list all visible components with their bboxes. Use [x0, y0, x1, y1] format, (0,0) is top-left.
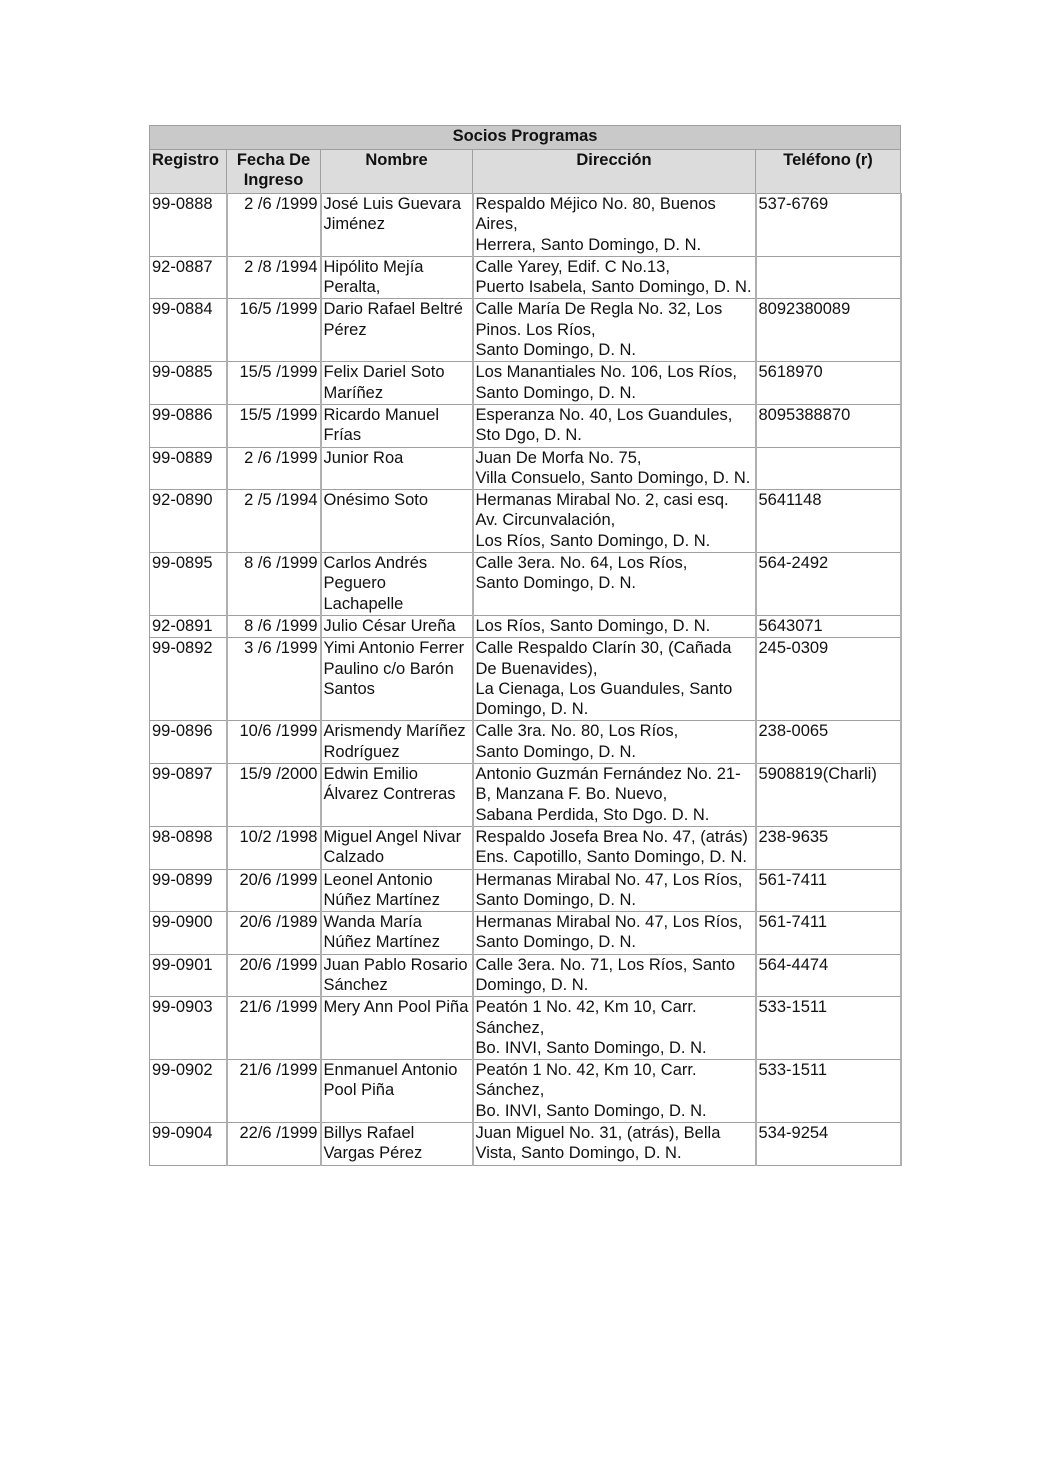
direccion-cell	[473, 256, 756, 299]
direccion-cell	[473, 194, 756, 257]
table-row	[150, 615, 901, 637]
table-row	[150, 1060, 901, 1123]
direccion-cell	[473, 869, 756, 912]
direccion-line: Peatón 1 No. 42, Km 10, Carr. Sánchez,	[475, 1061, 697, 1100]
direccion-line: Santo Domingo, D. N.	[475, 574, 636, 593]
fecha-cell: 21/6 /1999	[227, 997, 321, 1060]
direccion-line: La Cienaga, Los Guandules, Santo Domingo, D. N.	[475, 679, 733, 719]
direccion-cell	[473, 553, 756, 616]
fecha-cell: 16/5 /1999	[227, 299, 321, 362]
direccion-line: Hermanas Mirabal No. 47, Los Ríos, Santo Domingo, D. N.	[475, 870, 743, 909]
direccion-line: Calle Respaldo Clarín 30, (Cañada De Buenavides),	[475, 639, 732, 678]
registro-cell: 92-0890	[150, 490, 227, 553]
fecha-cell: 22/6 /1999	[227, 1123, 321, 1166]
table-row	[150, 954, 901, 997]
direccion-cell	[473, 1060, 756, 1123]
direccion-line: Hermanas Mirabal No. 47, Los Ríos, Santo Domingo, D. N.	[475, 913, 743, 952]
registro-cell: 99-0903	[150, 997, 227, 1060]
table-row	[150, 299, 901, 362]
registro-cell: 99-0902	[150, 1060, 227, 1123]
direccion-line: Hermanas Mirabal No. 2, casi esq. Av. Circunvalación,	[475, 491, 729, 530]
registro-cell: 99-0896	[150, 721, 227, 764]
registro-cell: 99-0885	[150, 362, 227, 405]
telefono-cell: 561-7411	[756, 869, 901, 912]
header-nombre: Nombre	[321, 150, 473, 194]
telefono-cell: 245-0309	[756, 638, 901, 721]
fecha-cell: 20/6 /1989	[227, 912, 321, 955]
direccion-cell	[473, 997, 756, 1060]
table-row	[150, 404, 901, 447]
telefono-cell: 8095388870	[756, 404, 901, 447]
telefono-cell: 537-6769	[756, 194, 901, 257]
fecha-cell: 2 /6 /1999	[227, 447, 321, 490]
registro-cell: 99-0888	[150, 194, 227, 257]
nombre-cell: Miguel Angel Nivar Calzado	[321, 826, 473, 869]
table-caption: Socios Programas	[150, 126, 901, 150]
direccion-line: Bo. INVI, Santo Domingo, D. N.	[475, 1038, 707, 1057]
nombre-cell: Arismendy Maríñez Rodríguez	[321, 721, 473, 764]
direccion-line: Santo Domingo, D. N.	[475, 341, 636, 360]
fecha-cell: 15/5 /1999	[227, 362, 321, 405]
direccion-cell	[473, 638, 756, 721]
direccion-line: Los Manantiales No. 106, Los Ríos, Santo Domingo, D. N.	[475, 363, 737, 402]
table-row	[150, 1123, 901, 1166]
direccion-cell	[473, 764, 756, 827]
table-header-row	[150, 150, 901, 194]
direccion-cell	[473, 912, 756, 955]
header-fecha: Fecha De Ingreso	[227, 150, 321, 194]
fecha-cell: 20/6 /1999	[227, 869, 321, 912]
table-row	[150, 194, 901, 257]
header-direccion: Dirección	[473, 150, 756, 194]
direccion-line: Sabana Perdida, Sto Dgo. D. N.	[475, 805, 710, 824]
telefono-cell: 533-1511	[756, 997, 901, 1060]
direccion-cell	[473, 721, 756, 764]
fecha-cell: 8 /6 /1999	[227, 615, 321, 637]
fecha-cell: 2 /8 /1994	[227, 256, 321, 299]
telefono-cell: 8092380089	[756, 299, 901, 362]
nombre-cell: Felix Dariel Soto Maríñez	[321, 362, 473, 405]
nombre-cell: Junior Roa	[321, 447, 473, 490]
fecha-cell: 20/6 /1999	[227, 954, 321, 997]
nombre-cell: Enmanuel Antonio Pool Piña	[321, 1060, 473, 1123]
nombre-cell: Carlos Andrés Peguero Lachapelle	[321, 553, 473, 616]
telefono-cell: 564-2492	[756, 553, 901, 616]
registro-cell: 99-0901	[150, 954, 227, 997]
nombre-cell: Leonel Antonio Núñez Martínez	[321, 869, 473, 912]
direccion-cell	[473, 490, 756, 553]
direccion-line: Peatón 1 No. 42, Km 10, Carr. Sánchez,	[475, 998, 697, 1037]
fecha-cell: 21/6 /1999	[227, 1060, 321, 1123]
table-row	[150, 490, 901, 553]
nombre-cell: Julio César Ureña	[321, 615, 473, 637]
registro-cell: 99-0895	[150, 553, 227, 616]
fecha-cell: 10/6 /1999	[227, 721, 321, 764]
fecha-cell: 2 /6 /1999	[227, 194, 321, 257]
fecha-cell: 8 /6 /1999	[227, 553, 321, 616]
nombre-cell: Edwin Emilio Álvarez Contreras	[321, 764, 473, 827]
direccion-cell	[473, 615, 756, 637]
direccion-line: Los Ríos, Santo Domingo, D. N.	[475, 616, 711, 635]
nombre-cell: Mery Ann Pool Piña	[321, 997, 473, 1060]
nombre-cell: Juan Pablo Rosario Sánchez	[321, 954, 473, 997]
table-row	[150, 721, 901, 764]
direccion-line: Calle María De Regla No. 32, Los Pinos. Los Ríos,	[475, 300, 723, 339]
registro-cell: 99-0900	[150, 912, 227, 955]
telefono-cell: 238-0065	[756, 721, 901, 764]
fecha-cell: 2 /5 /1994	[227, 490, 321, 553]
direccion-line: Bo. INVI, Santo Domingo, D. N.	[475, 1101, 707, 1120]
header-telefono: Teléfono (r)	[756, 150, 901, 194]
telefono-cell: 5908819(Charli)	[756, 764, 901, 827]
direccion-line: Calle 3era. No. 64, Los Ríos,	[475, 554, 688, 573]
direccion-line: Calle Yarey, Edif. C No.13,	[475, 257, 670, 276]
direccion-cell	[473, 447, 756, 490]
telefono-cell: 534-9254	[756, 1123, 901, 1166]
table-body	[150, 194, 901, 1166]
direccion-cell	[473, 954, 756, 997]
telefono-cell: 561-7411	[756, 912, 901, 955]
registro-cell: 99-0904	[150, 1123, 227, 1166]
table-row	[150, 553, 901, 616]
direccion-line: Santo Domingo, D. N.	[475, 742, 636, 761]
direccion-line: Respaldo Josefa Brea No. 47, (atrás)	[475, 827, 748, 846]
registro-cell: 99-0889	[150, 447, 227, 490]
table-row	[150, 447, 901, 490]
registro-cell: 98-0898	[150, 826, 227, 869]
registro-cell: 99-0892	[150, 638, 227, 721]
direccion-cell	[473, 826, 756, 869]
telefono-cell: 5643071	[756, 615, 901, 637]
registro-cell: 99-0897	[150, 764, 227, 827]
table-row	[150, 869, 901, 912]
table-row	[150, 764, 901, 827]
direccion-line: Calle 3ra. No. 80, Los Ríos,	[475, 722, 679, 741]
nombre-cell: Onésimo Soto	[321, 490, 473, 553]
direccion-line: Ens. Capotillo, Santo Domingo, D. N.	[475, 848, 747, 867]
fecha-cell: 15/9 /2000	[227, 764, 321, 827]
direccion-line: Respaldo Méjico No. 80, Buenos Aires,	[475, 195, 716, 234]
direccion-line: Esperanza No. 40, Los Guandules, Sto Dgo, D. N.	[475, 405, 733, 445]
direccion-line: Herrera, Santo Domingo, D. N.	[475, 235, 702, 254]
direccion-cell	[473, 362, 756, 405]
telefono-cell: 238-9635	[756, 826, 901, 869]
table-row	[150, 638, 901, 721]
header-registro: Registro	[150, 150, 227, 194]
nombre-cell: Billys Rafael Vargas Pérez	[321, 1123, 473, 1166]
table-row	[150, 912, 901, 955]
telefono-cell: 5641148	[756, 490, 901, 553]
direccion-cell	[473, 1123, 756, 1166]
telefono-cell	[756, 256, 901, 299]
table-row	[150, 826, 901, 869]
registro-cell: 99-0886	[150, 404, 227, 447]
direccion-line: Villa Consuelo, Santo Domingo, D. N.	[475, 468, 751, 487]
telefono-cell: 533-1511	[756, 1060, 901, 1123]
registro-cell: 92-0891	[150, 615, 227, 637]
fecha-cell: 3 /6 /1999	[227, 638, 321, 721]
nombre-cell: Dario Rafael Beltré Pérez	[321, 299, 473, 362]
telefono-cell	[756, 447, 901, 490]
table-caption-row	[150, 126, 901, 150]
table-row	[150, 997, 901, 1060]
direccion-line: Puerto Isabela, Santo Domingo, D. N.	[475, 278, 752, 297]
nombre-cell: Hipólito Mejía Peralta,	[321, 256, 473, 299]
nombre-cell: Wanda María Núñez Martínez	[321, 912, 473, 955]
registro-cell: 99-0884	[150, 299, 227, 362]
nombre-cell: Ricardo Manuel Frías	[321, 404, 473, 447]
direccion-line: Juan Miguel No. 31, (atrás), Bella Vista, Santo Domingo, D. N.	[475, 1124, 721, 1163]
direccion-cell	[473, 404, 756, 447]
direccion-cell	[473, 299, 756, 362]
fecha-cell: 10/2 /1998	[227, 826, 321, 869]
direccion-line: Calle 3era. No. 71, Los Ríos, Santo Domingo, D. N.	[475, 955, 736, 994]
telefono-cell: 564-4474	[756, 954, 901, 997]
direccion-line: Juan De Morfa No. 75,	[475, 448, 642, 467]
fecha-cell: 15/5 /1999	[227, 404, 321, 447]
nombre-cell: José Luis Guevara Jiménez	[321, 194, 473, 257]
telefono-cell: 5618970	[756, 362, 901, 405]
registro-cell: 92-0887	[150, 256, 227, 299]
direccion-line: Los Ríos, Santo Domingo, D. N.	[475, 531, 711, 550]
registro-cell: 99-0899	[150, 869, 227, 912]
table-row	[150, 256, 901, 299]
table-row	[150, 362, 901, 405]
nombre-cell: Yimi Antonio Ferrer Paulino c/o Barón Santos	[321, 638, 473, 721]
socios-table	[149, 125, 902, 1166]
direccion-line: Antonio Guzmán Fernández No. 21-B, Manzana F. Bo. Nuevo,	[475, 765, 741, 804]
